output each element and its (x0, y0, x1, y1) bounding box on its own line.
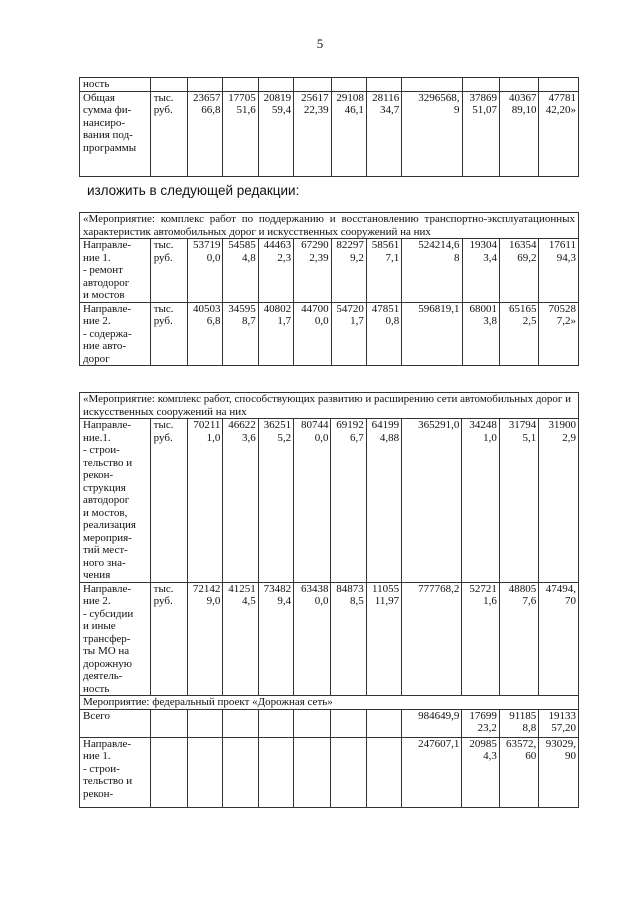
row-label-line: ного зна- (83, 556, 126, 569)
row-label-line: нансиро- (83, 116, 126, 129)
direction-row (80, 737, 579, 807)
value-cell (188, 709, 223, 737)
row-label-line: деятель- (83, 670, 123, 682)
value-cell-line: 46,1 (344, 104, 364, 116)
value-cell-line: 0,0 (314, 315, 329, 327)
development-table (79, 392, 579, 808)
unit-cell-line: тыс. (153, 91, 174, 104)
row-label-line: ность (83, 682, 110, 695)
value-cell-line: 3,6 (241, 431, 256, 444)
value-cell-line: 1,0 (206, 431, 221, 444)
value-cell (294, 239, 331, 303)
row-label-line: сумма фи- (83, 104, 132, 116)
value-cell (366, 709, 401, 737)
value-cell-line: 6,8 (206, 315, 221, 327)
value-cell-line: 17611 (548, 239, 576, 251)
value-cell (539, 239, 579, 303)
value-cell (499, 737, 538, 807)
value-cell (499, 582, 538, 696)
value-cell (366, 91, 401, 176)
row-label-line: и мостов (83, 289, 125, 301)
value-cell-line: 0,0 (206, 251, 221, 264)
value-cell (402, 302, 462, 366)
value-cell-line: 20819 (263, 91, 292, 104)
value-cell-line: 89,10 (511, 104, 537, 116)
value-cell-line: 23657 (192, 91, 221, 104)
value-cell-line: 524214,6 (418, 239, 460, 251)
value-cell-line: 40367 (508, 91, 537, 104)
value-cell-line: 2,3 (277, 251, 292, 264)
value-cell (539, 302, 579, 366)
row-label (80, 737, 151, 807)
unit-cell-line: руб. (153, 251, 173, 264)
value-cell (223, 302, 258, 366)
value-cell (366, 737, 401, 807)
value-cell (331, 709, 366, 737)
value-cell (462, 302, 499, 366)
value-cell (499, 419, 538, 583)
unit-cell-line: руб. (153, 315, 173, 327)
row-label (80, 582, 151, 696)
row-label-line: ние 1. (83, 251, 111, 264)
value-cell-line: 7,2» (556, 315, 576, 327)
value-cell-line: 34595 (228, 302, 256, 315)
direction-row (80, 302, 579, 366)
row-label-line: тельство и (83, 456, 133, 469)
value-cell (539, 582, 579, 696)
value-cell-line: 11055 (372, 582, 400, 595)
value-cell-line: 70211 (193, 419, 221, 431)
unit-cell-line: руб. (153, 431, 173, 444)
value-cell-line: 8,8 (522, 722, 537, 734)
value-cell-line: 70 (565, 595, 576, 607)
value-cell-line: 68001 (469, 302, 497, 315)
value-cell-line: 44463 (263, 239, 292, 251)
row-label-line: чения (83, 569, 111, 581)
unit-cell-line: тыс. (153, 239, 174, 251)
value-cell (188, 91, 223, 176)
unit-cell-line: руб. (153, 104, 173, 116)
value-cell-line: 41251 (228, 582, 256, 595)
value-cell-line: 44700 (301, 302, 329, 315)
value-cell (223, 239, 258, 303)
value-cell-line: 4,3 (483, 750, 497, 762)
value-cell (402, 737, 462, 807)
value-cell-line: 91185 (509, 709, 537, 722)
federal-project-title: Мероприятие: федеральный проект «Дорожная сеть» (80, 696, 579, 710)
value-cell-line: 984649,9 (418, 709, 460, 722)
row-label (80, 302, 151, 366)
value-cell (462, 582, 499, 696)
value-cell-line: 4,88 (379, 431, 400, 444)
value-cell-line: 66,8 (201, 104, 221, 116)
value-cell-line: 51,07 (472, 104, 497, 116)
value-cell-line: 31794 (508, 419, 537, 431)
value-cell-line: 7,1 (385, 251, 400, 264)
value-cell-line: 94,3 (556, 251, 576, 264)
total-row (80, 709, 579, 737)
row-label-line: и иные (83, 620, 116, 632)
value-cell (258, 737, 293, 807)
value-cell (258, 582, 293, 696)
value-cell-line: 28116 (372, 91, 400, 104)
maintenance-table (79, 212, 579, 366)
value-cell-line: 40503 (192, 302, 221, 315)
value-cell-line: 596819,1 (418, 302, 460, 315)
row-label-line: ние.1. (83, 431, 111, 444)
value-cell-line: 40802 (263, 302, 292, 315)
value-cell (188, 239, 223, 303)
value-cell-line: 11,97 (374, 595, 400, 607)
value-cell-line: 59,4 (271, 104, 292, 116)
direction-row (80, 582, 579, 696)
value-cell-line: 19304 (469, 239, 497, 251)
row-label-line: - содержа- (83, 327, 132, 340)
row-label-line: Общая (83, 91, 115, 104)
unit-cell (150, 419, 187, 583)
value-cell (402, 582, 462, 696)
value-cell (258, 302, 293, 366)
value-cell-line: 64199 (371, 419, 400, 431)
value-cell-line: 247607,1 (418, 737, 460, 750)
value-cell (402, 91, 462, 176)
value-cell-line: 1,7 (350, 315, 364, 327)
value-cell-line: 17699 (469, 709, 497, 722)
row-label-line: ние авто- (83, 340, 127, 352)
value-cell-line: 36251 (263, 419, 292, 431)
value-cell (462, 91, 499, 176)
unit-cell (150, 737, 187, 807)
value-cell-line: 51,6 (236, 104, 256, 116)
value-cell-line: 4,8 (242, 251, 256, 264)
value-cell-line: 47851 (371, 302, 400, 315)
value-cell (188, 419, 223, 583)
value-cell (223, 419, 258, 583)
value-cell-line: 17705 (228, 91, 256, 104)
row-label-line: ние 2. (83, 315, 111, 327)
unit-cell (150, 709, 187, 737)
direction-row (80, 239, 579, 303)
value-cell (258, 419, 293, 583)
row-label-line: струкция (83, 481, 126, 494)
value-cell-line: 47781 (548, 91, 576, 104)
value-cell-line: 7,6 (522, 595, 537, 607)
value-cell-line: 9,2 (350, 251, 364, 264)
maintenance-title-row (80, 213, 579, 239)
value-cell (188, 582, 223, 696)
row-label: Всего (80, 709, 151, 737)
value-cell (402, 419, 462, 583)
row-label-line: рекон- (83, 469, 114, 481)
value-cell-line: 6,7 (350, 431, 364, 444)
row-label-line: вания под- (83, 129, 133, 141)
value-cell-line: 8,5 (350, 595, 364, 607)
value-cell (499, 709, 538, 737)
value-cell-line: 9 (454, 104, 460, 116)
row-label-line: Направле- (83, 737, 132, 750)
value-cell-line: 70528 (548, 302, 576, 315)
value-cell-line: 0,0 (314, 431, 329, 444)
value-cell-line: 3,8 (483, 315, 497, 327)
value-cell (258, 239, 293, 303)
value-cell-line: 23,2 (477, 722, 497, 734)
value-cell-line: 60 (525, 750, 537, 762)
row-label-line: мероприя- (83, 531, 132, 544)
row-label-line: дорожную (83, 657, 133, 670)
value-cell (294, 582, 331, 696)
value-cell (258, 709, 293, 737)
total-funding-row (80, 91, 579, 176)
row-label-line: - субсидии (83, 607, 134, 620)
row-label-line: автодорог (83, 276, 130, 289)
row-label (80, 419, 151, 583)
row-label-line: ты МО на (83, 645, 130, 657)
value-cell-line: 365291,0 (418, 419, 460, 431)
value-cell (188, 302, 223, 366)
value-cell (331, 419, 366, 583)
unit-cell (150, 239, 187, 303)
value-cell-line: 22,39 (303, 104, 329, 116)
value-cell-line: 1,6 (483, 595, 497, 607)
unit-cell-line: руб. (153, 595, 173, 607)
row-label-line: программы (83, 141, 137, 154)
unit-cell-line: тыс. (153, 419, 174, 431)
value-cell (331, 302, 366, 366)
value-cell-line: 54720 (336, 302, 364, 315)
edition-heading: изложить в следующей редакции: (87, 183, 300, 198)
value-cell-line: 34248 (469, 419, 497, 431)
value-cell (223, 91, 258, 176)
row-label-line: Направле- (83, 582, 132, 595)
value-cell-line: 16354 (508, 239, 537, 251)
direction-row (80, 419, 579, 583)
value-cell-line: 34,7 (380, 104, 400, 116)
unit-cell-line: тыс. (153, 582, 174, 595)
value-cell-line: 31900 (548, 419, 576, 431)
value-cell (366, 419, 401, 583)
value-cell-line: 80744 (300, 419, 329, 431)
value-cell (188, 737, 223, 807)
row-label-line: Направле- (83, 302, 132, 315)
value-cell-line: 777768,2 (418, 582, 460, 595)
value-cell-line: 93029, (545, 737, 576, 750)
value-cell (402, 239, 462, 303)
value-cell (499, 302, 539, 366)
value-cell-line: 58561 (371, 239, 400, 251)
row-label-line: рекон- (83, 787, 114, 800)
value-cell-line: 52721 (469, 582, 497, 595)
value-cell (331, 91, 366, 176)
value-cell-line: 29108 (336, 91, 364, 104)
maintenance-title: «Мероприятие: комплекс работ по поддержанию и восстановлению транспортно-эксплуатационных характеристик автомобильных дорог и искусственных сооружений на них (80, 213, 579, 239)
value-cell (499, 239, 539, 303)
value-cell-line: 67290 (301, 239, 329, 251)
value-cell (539, 419, 579, 583)
value-cell (294, 737, 331, 807)
row-label-line: - строи- (83, 762, 120, 775)
value-cell-line: 72142 (192, 582, 221, 595)
value-cell-line: 84873 (336, 582, 364, 595)
value-cell-line: 0,0 (314, 595, 329, 607)
row-label-line: - ремонт (83, 264, 123, 276)
value-cell (402, 709, 462, 737)
value-cell (331, 239, 366, 303)
value-cell-line: 8 (454, 251, 460, 264)
value-cell (462, 239, 499, 303)
page-number: 5 (316, 36, 324, 51)
value-cell (331, 737, 366, 807)
federal-project-row (80, 696, 579, 710)
value-cell (539, 709, 579, 737)
value-cell-line: 1,0 (483, 431, 497, 444)
continuation-text: ность (80, 78, 151, 92)
value-cell-line: 2,5 (522, 315, 537, 327)
value-cell-line: 82297 (336, 239, 364, 251)
value-cell (462, 419, 499, 583)
value-cell-line: 37869 (469, 91, 497, 104)
value-cell (462, 709, 499, 737)
value-cell (539, 91, 579, 176)
value-cell-line: 9,0 (206, 595, 221, 607)
row-label (80, 239, 151, 303)
value-cell-line: 65165 (508, 302, 537, 315)
value-cell-line: 2,39 (309, 251, 329, 264)
value-cell (499, 91, 539, 176)
value-cell-line: 69192 (336, 419, 364, 431)
value-cell (294, 709, 331, 737)
row-label-line: ние 1. (83, 750, 111, 762)
value-cell-line: 46622 (228, 419, 256, 431)
value-cell (223, 709, 258, 737)
value-cell-line: 1,7 (277, 315, 292, 327)
top-table (79, 77, 579, 177)
value-cell (462, 737, 499, 807)
row-label-line: реализация (83, 519, 136, 531)
value-cell (294, 302, 331, 366)
value-cell-line: 47494, (545, 582, 576, 595)
value-cell-line: 5,1 (522, 431, 537, 444)
value-cell-line: 73482 (263, 582, 292, 595)
value-cell (366, 239, 401, 303)
value-cell (258, 91, 293, 176)
value-cell-line: 2,9 (562, 431, 576, 444)
row-label-line: ние 2. (83, 595, 111, 607)
value-cell-line: 20985 (469, 737, 497, 750)
value-cell-line: 63438 (300, 582, 329, 595)
unit-cell (150, 91, 187, 176)
value-cell-line: 90 (565, 750, 576, 762)
value-cell-line: 3,4 (483, 251, 497, 264)
value-cell-line: 53719 (192, 239, 221, 251)
value-cell (223, 582, 258, 696)
value-cell-line: 57,20 (551, 722, 576, 734)
value-cell (366, 582, 401, 696)
value-cell-line: 19133 (548, 709, 576, 722)
row-label-line: дорог (83, 352, 110, 365)
value-cell (294, 91, 331, 176)
value-cell (331, 582, 366, 696)
unit-cell (150, 582, 187, 696)
value-cell-line: 5,2 (277, 431, 292, 444)
value-cell-line: 25617 (301, 91, 329, 104)
value-cell-line: 63572, (506, 737, 537, 750)
row-label-line: Направле- (83, 419, 132, 431)
value-cell (366, 302, 401, 366)
value-cell (539, 737, 579, 807)
development-title: «Мероприятие: комплекс работ, способствующих развитию и расширению сети автомобильных дорог и искусственных сооружений на них (80, 393, 579, 419)
value-cell-line: 0,8 (385, 315, 400, 327)
row-label-line: - строи- (83, 444, 120, 456)
value-cell-line: 42,20» (545, 104, 576, 116)
row-label-line: трансфер- (83, 632, 131, 645)
value-cell-line: 48805 (508, 582, 537, 595)
row-label-line: автодорог (83, 494, 130, 506)
row-label-line: тельство и (83, 775, 133, 787)
unit-cell-line: тыс. (153, 302, 174, 315)
continuation-row (80, 78, 579, 92)
value-cell-line: 4,5 (241, 595, 256, 607)
value-cell-line: 69,2 (517, 251, 537, 264)
development-title-row (80, 393, 579, 419)
row-label (80, 91, 151, 176)
value-cell (294, 419, 331, 583)
row-label-line: Направле- (83, 239, 132, 251)
value-cell-line: 3296568, (418, 91, 460, 104)
value-cell-line: 54585 (228, 239, 256, 251)
row-label-line: и мостов, (83, 506, 128, 519)
value-cell (223, 737, 258, 807)
row-label-line: тий мест- (83, 544, 128, 556)
value-cell-line: 8,7 (242, 315, 256, 327)
value-cell-line: 9,4 (277, 595, 292, 607)
unit-cell (150, 302, 187, 366)
